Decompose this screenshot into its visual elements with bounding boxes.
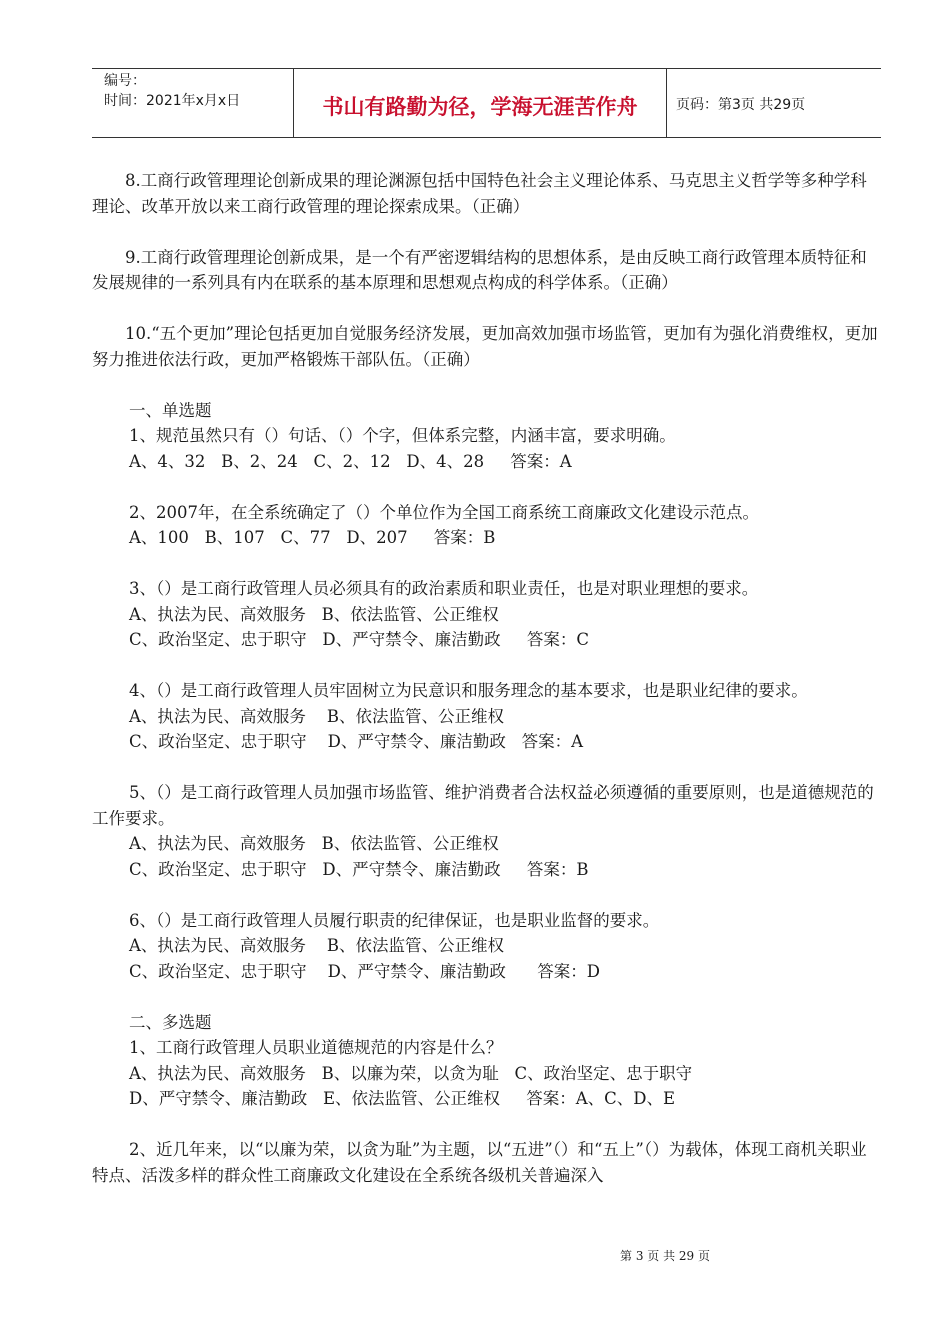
time-label: 时间：2021年x月x日 [104, 93, 241, 109]
single-q6-options-1: A、执法为民、高效服务 B、依法监管、公正维权 [129, 936, 505, 955]
paragraph-9: 9.工商行政管理理论创新成果，是一个有严密逻辑结构的思想体系，是由反映工商行政管理本质特征和发展规律的一系列具有内在联系的基本原理和思想观点构成的科学体系。（正确） [92, 247, 867, 292]
multi-q1: 1、工商行政管理人员职业道德规范的内容是什么？ [129, 1038, 503, 1057]
number-label: 编号： [104, 73, 146, 89]
page-header [92, 68, 881, 138]
single-q3: 3、（）是工商行政管理人员必须具有的政治素质和职业责任，也是对职业理想的要求。 [129, 579, 759, 598]
page-footer: 第 3 页 共 29 页 [620, 1249, 710, 1263]
motto: 书山有路勤为径，学海无涯苦作舟 [322, 95, 638, 119]
single-q6: 6、（）是工商行政管理人员履行职责的纪律保证，也是职业监督的要求。 [129, 910, 660, 930]
header-motto-cell [293, 69, 667, 137]
paragraph-8: 8.工商行政管理理论创新成果的理论渊源包括中国特色社会主义理论体系、马克思主义哲学等多种学科理论、改革开放以来工商行政管理的理论探索成果。（正确） [92, 171, 867, 216]
single-q1: 1、规范虽然只有（）句话、（）个字，但体系完整，内涵丰富，要求明确。 [129, 426, 676, 445]
multi-choice-heading: 二、多选题 [129, 1012, 212, 1032]
multi-q1-options-1: A、执法为民、高效服务 B、以廉为荣，以贪为耻 C、政治坚定、忠于职守 [129, 1063, 693, 1083]
single-q3-options-2: C、政治坚定、忠于职守 D、严守禁令、廉洁勤政 答案：C [129, 630, 589, 649]
header-right-cell [666, 69, 881, 137]
header-left-cell [92, 69, 292, 137]
single-q3-options-1: A、执法为民、高效服务 B、依法监管、公正维权 [129, 604, 499, 624]
single-q6-options-2: C、政治坚定、忠于职守 D、严守禁令、廉洁勤政 答案：D [129, 961, 601, 981]
single-q4-options-2: C、政治坚定、忠于职守 D、严守禁令、廉洁勤政 答案：A [129, 732, 583, 751]
single-choice-heading: 一、单选题 [129, 400, 212, 420]
single-q5-options-2: C、政治坚定、忠于职守 D、严守禁令、廉洁勤政 答案：B [129, 859, 589, 879]
single-q1-options: A、4、32 B、2、24 C、2、12 D、4、28 答案：A [129, 451, 572, 471]
document-body [92, 168, 881, 1188]
page-label: 页码：第3页 共29页 [676, 97, 806, 113]
single-q4-options-1: A、执法为民、高效服务 B、依法监管、公正维权 [129, 706, 505, 726]
paragraph-10: 10.“五个更加”理论包括更加自觉服务经济发展，更加高效加强市场监管，更加有为强化消费维权，更加努力推进依法行政，更加严格锻炼干部队伍。（正确） [92, 324, 878, 369]
multi-q1-options-2: D、严守禁令、廉洁勤政 E、依法监管、公正维权 答案：A、C、D、E [129, 1089, 676, 1108]
single-q4: 4、（）是工商行政管理人员牢固树立为民意识和服务理念的基本要求，也是职业纪律的要求。 [129, 681, 808, 700]
single-q2-options: A、100 B、107 C、77 D、207 答案：B [129, 528, 496, 547]
single-q5-options-1: A、执法为民、高效服务 B、依法监管、公正维权 [129, 834, 499, 853]
single-q2: 2、2007年，在全系统确定了（）个单位作为全国工商系统工商廉政文化建设示范点。 [129, 502, 759, 522]
multi-q2: 2、近几年来，以“以廉为荣，以贪为耻”为主题，以“五进”（）和“五上”（）为载体，体现工商机关职业特点、活泼多样的群众性工商廉政文化建设在全系统各级机关普遍深入 [92, 1140, 867, 1185]
single-q5: 5、（）是工商行政管理人员加强市场监管、维护消费者合法权益必须遵循的重要原则，也是道德规范的工作要求。 [92, 783, 874, 828]
